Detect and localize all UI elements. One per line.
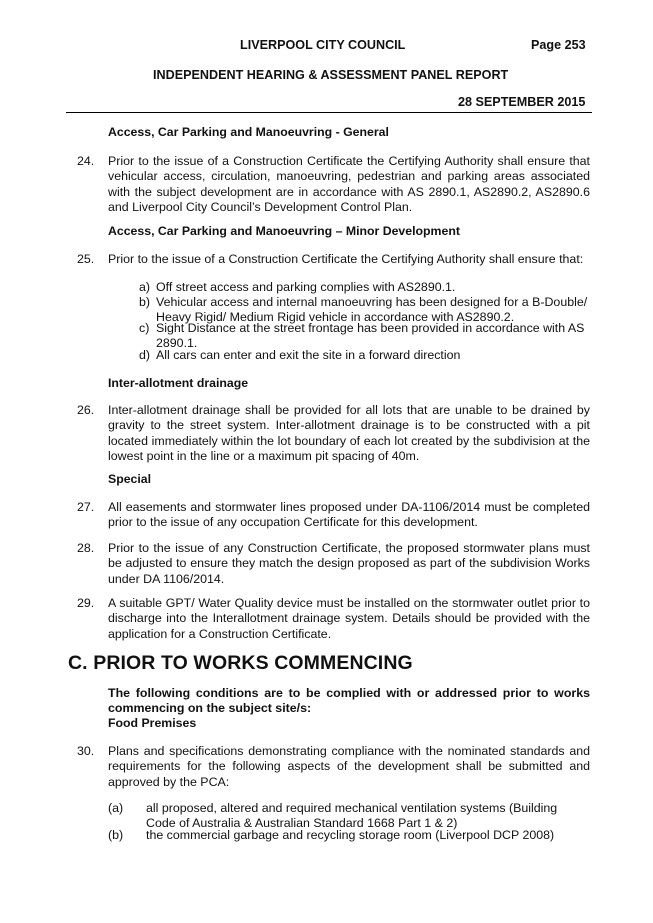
heading-special: Special	[108, 472, 152, 486]
list-marker: (b)	[108, 828, 124, 842]
list-marker: a)	[139, 280, 151, 294]
report-title: INDEPENDENT HEARING & ASSESSMENT PANEL REPORT	[153, 68, 509, 82]
condition-27-text: All easements and stormwater lines proposed under DA-1106/2014 must be completed prior to the issue of any occupation Certificate for this development.	[108, 500, 590, 530]
council-name: LIVERPOOL CITY COUNCIL	[240, 38, 406, 52]
section-c-intro: The following conditions are to be complied with or addressed prior to works commencing on the subject site/s:	[108, 686, 590, 716]
report-date: 28 SEPTEMBER 2015	[458, 95, 586, 109]
heading-access-general: Access, Car Parking and Manoeuvring - General	[108, 125, 389, 139]
condition-29-number: 29.	[77, 596, 95, 610]
list-marker: (a)	[108, 801, 124, 815]
condition-30-number: 30.	[77, 744, 95, 758]
list-item	[139, 348, 594, 363]
condition-26-text: Inter-allotment drainage shall be provided for all lots that are unable to be drained by gravity to the street system. Inter-allotment drainage is to be constructed with a pit located immediately within the lot boundary of each lot created by the subdivision at the lowest point in the line or a maximum pit spacing of 40m.	[108, 403, 590, 463]
condition-25-number: 25.	[77, 252, 95, 266]
section-c-title: C. PRIOR TO WORKS COMMENCING	[68, 652, 413, 674]
list-item	[139, 280, 594, 295]
condition-27-number: 27.	[77, 500, 95, 514]
list-text: All cars can enter and exit the site in a forward direction	[156, 348, 461, 362]
condition-24-number: 24.	[77, 154, 95, 168]
condition-28-text: Prior to the issue of any Construction Certificate, the proposed stormwater plans must be adjusted to ensure they match the design proposed as part of the subdivision Works under DA 1106/2014.	[108, 541, 590, 586]
list-marker: d)	[139, 348, 151, 362]
list-item	[108, 801, 590, 832]
list-text: Vehicular access and internal manoeuvring has been designed for a B-Double/ Heavy Rigid/ Medium Rigid vehicle in accordance with AS2890.2.	[156, 295, 588, 325]
heading-drainage: Inter-allotment drainage	[108, 376, 249, 390]
page-number: Page 253	[531, 38, 586, 52]
list-item	[139, 321, 594, 352]
condition-26-number: 26.	[77, 403, 95, 417]
list-item	[108, 828, 590, 843]
list-text: the commercial garbage and recycling storage room (Liverpool DCP 2008)	[146, 828, 555, 842]
condition-28-number: 28.	[77, 541, 95, 555]
list-text: Off street access and parking complies with AS2890.1.	[156, 280, 456, 294]
list-text: Sight Distance at the street frontage has been provided in accordance with AS 2890.1.	[156, 321, 585, 351]
condition-25-text: Prior to the issue of a Construction Certificate the Certifying Authority shall ensure that:	[108, 252, 584, 266]
list-text: all proposed, altered and required mechanical ventilation systems (Building Code of Australia & Australian Standard 1668 Part 1 & 2)	[146, 801, 558, 831]
list-marker: c)	[139, 321, 150, 335]
condition-29-text: A suitable GPT/ Water Quality device must be installed on the stormwater outlet prior to discharge into the Interallotment drainage system. Details should be provided with the application for a Construction Certificate.	[108, 596, 590, 641]
condition-24-text: Prior to the issue of a Construction Certificate the Certifying Authority shall ensure that vehicular access, circulation, manoeuvring, pedestrian and parking areas associated with the subject development are in accordance with AS 2890.1, AS2890.2, AS2890.6 and Liverpool City Council’s Development Control Plan.	[108, 154, 590, 214]
header-divider	[66, 112, 592, 113]
condition-30-text: Plans and specifications demonstrating compliance with the nominated standards and requirements for the following aspects of the development shall be submitted and approved by the PCA:	[108, 744, 590, 789]
heading-access-minor: Access, Car Parking and Manoeuvring – Minor Development	[108, 224, 460, 238]
heading-food-premises: Food Premises	[108, 716, 197, 730]
list-marker: b)	[139, 295, 151, 309]
